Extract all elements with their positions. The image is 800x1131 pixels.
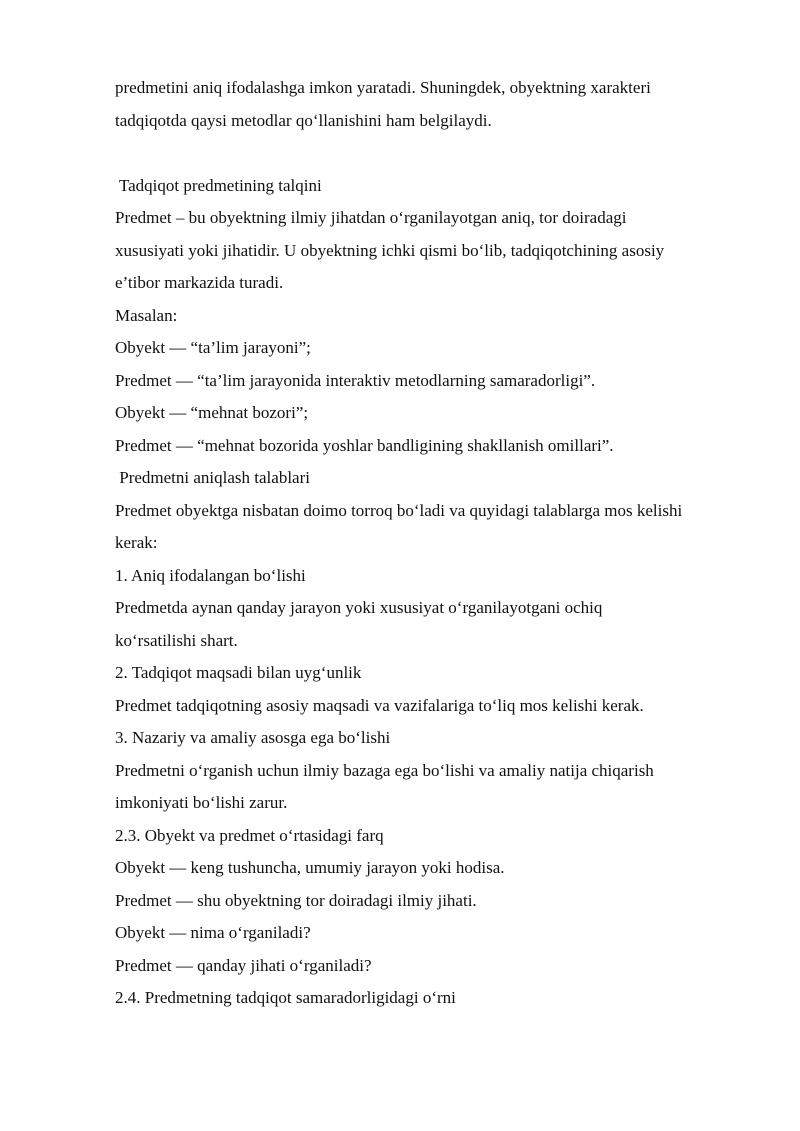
section-heading: 2.3. Obyekt va predmet o‘rtasidagi farq (115, 825, 384, 845)
section-heading: Predmetni aniqlash talablari (115, 468, 310, 487)
section-heading: 2.4. Predmetning tadqiqot samaradorligidagi o‘rni (115, 988, 456, 1007)
paragraph-line: Obyekt — nima o‘rganiladi? (115, 923, 311, 942)
example-line: Obyekt — “mehnat bozori”; (115, 403, 309, 422)
paragraph-line: Masalan: (115, 305, 178, 325)
numbered-heading: 2. Tadqiqot maqsadi bilan uyg‘unlik (115, 663, 362, 682)
numbered-heading: 3. Nazariy va amaliy asosga ega bo‘lishi (115, 728, 391, 747)
paragraph-line: Predmet — qanday jihati o‘rganiladi? (115, 955, 372, 975)
document-body (115, 72, 755, 1015)
numbered-heading: 1. Aniq ifodalangan bo‘lishi (115, 565, 306, 585)
section-heading: Tadqiqot predmetining talqini (115, 175, 322, 195)
paragraph-line: xususiyati yoki jihatidir. U obyektning ichki qismi bo‘lib, tadqiqotchining asosiy (115, 240, 665, 260)
paragraph-line: Obyekt — keng tushuncha, umumiy jarayon yoki hodisa. (115, 858, 505, 877)
blank-line (115, 137, 755, 170)
paragraph-line: imkoniyati bo‘lishi zarur. (115, 793, 288, 812)
paragraph-line: e’tibor markazida turadi. (115, 273, 284, 292)
paragraph-line: tadqiqotda qaysi metodlar qo‘llanishini ham belgilaydi. (115, 110, 492, 130)
paragraph-line: Predmetda aynan qanday jarayon yoki xususiyat o‘rganilayotgani ochiq (115, 598, 603, 617)
paragraph-line: Predmet — shu obyektning tor doiradagi ilmiy jihati. (115, 890, 477, 910)
paragraph-line: ko‘rsatilishi shart. (115, 630, 238, 650)
paragraph-line: kerak: (115, 533, 158, 552)
paragraph-line: predmetini aniq ifodalashga imkon yaratadi. Shuningdek, obyektning xarakteri (115, 78, 651, 97)
example-line: Obyekt — “ta’lim jarayoni”; (115, 338, 311, 357)
example-line: Predmet — “mehnat bozorida yoshlar bandligining shakllanish omillari”. (115, 435, 614, 455)
paragraph-line: Predmet tadqiqotning asosiy maqsadi va vazifalariga to‘liq mos kelishi kerak. (115, 695, 644, 715)
example-line: Predmet — “ta’lim jarayonida interaktiv metodlarning samaradorligi”. (115, 370, 596, 390)
paragraph-line: Predmet obyektga nisbatan doimo torroq bo‘ladi va quyidagi talablarga mos kelishi (115, 500, 683, 520)
paragraph-line: Predmetni o‘rganish uchun ilmiy bazaga ega bo‘lishi va amaliy natija chiqarish (115, 760, 654, 780)
paragraph-line: Predmet – bu obyektning ilmiy jihatdan o‘rganilayotgan aniq, tor doiradagi (115, 208, 627, 227)
